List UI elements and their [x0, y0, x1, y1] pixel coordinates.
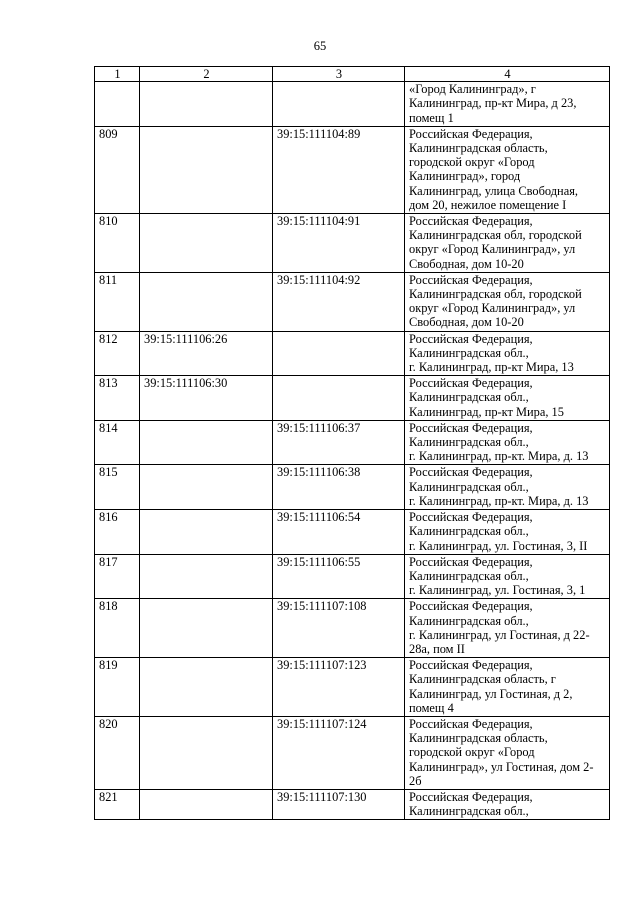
cadastral-parcel-cell [140, 420, 273, 465]
address-line: Калининград, ул Гостиная, д 2, [409, 686, 573, 701]
address-line: Российская Федерация, [409, 716, 533, 731]
table-row [95, 789, 610, 819]
address-cell [405, 789, 610, 819]
cadastral-object-cell: 39:15:111107:130 [273, 789, 405, 819]
address-line: Свободная, дом 10-20 [409, 315, 524, 330]
address-line: Российская Федерация, [409, 376, 533, 391]
address-line: Калининградская обл., [409, 345, 529, 360]
cadastral-object-cell: 39:15:111106:55 [273, 554, 405, 599]
cadastral-parcel-cell [140, 599, 273, 658]
address-line: 2б [409, 773, 422, 788]
table-row [95, 420, 610, 465]
address-line: Калининградская обл., [409, 524, 529, 539]
address-line: помещ 4 [409, 700, 454, 715]
address-line: Калининградская обл, городской [409, 228, 582, 243]
row-number-cell: 815 [95, 465, 140, 510]
address-line: округ «Город Калининград», ул [409, 301, 576, 316]
header-row [95, 67, 610, 82]
table-row [95, 272, 610, 331]
page-number: 65 [313, 39, 327, 53]
address-line: городской округ «Город [409, 745, 535, 760]
header-col-2: 2 [140, 67, 273, 82]
cadastral-parcel-cell [140, 214, 273, 273]
table-row [95, 465, 610, 510]
row-number-cell: 814 [95, 420, 140, 465]
address-line: дом 20, нежилое помещение I [409, 197, 567, 212]
address-line: Российская Федерация, [409, 331, 533, 346]
cadastral-object-cell [273, 331, 405, 376]
table-row [95, 376, 610, 421]
address-line: Калининградская обл., [409, 568, 529, 583]
address-line: Российская Федерация, [409, 465, 533, 480]
address-line: г. Калининград, пр-кт Мира, 13 [409, 360, 574, 375]
address-line: Калининградская область, [409, 731, 548, 746]
cadastral-object-cell: 39:15:111106:37 [273, 420, 405, 465]
cadastral-object-cell [273, 376, 405, 421]
address-line: городской округ «Город [409, 155, 535, 170]
cadastral-object-cell: 39:15:111107:108 [273, 599, 405, 658]
cadastral-object-cell [273, 82, 405, 127]
table-row [95, 716, 610, 789]
cadastral-parcel-cell [140, 82, 273, 127]
address-line: Свободная, дом 10-20 [409, 256, 524, 271]
header-col-1: 1 [95, 67, 140, 82]
address-line: Калининград, пр-кт Мира, д 23, [409, 96, 577, 111]
address-line: г. Калининград, ул. Гостиная, 3, II [409, 538, 588, 553]
row-number-cell: 810 [95, 214, 140, 273]
cadastral-parcel-cell [140, 126, 273, 213]
table-row [95, 554, 610, 599]
address-line: Калининградская обл, городской [409, 287, 582, 302]
table-row [95, 331, 610, 376]
row-number-cell: 819 [95, 658, 140, 717]
row-number-cell: 820 [95, 716, 140, 789]
address-line: Российская Федерация, [409, 272, 533, 287]
address-cell [405, 214, 610, 273]
cadastral-parcel-cell: 39:15:111106:30 [140, 376, 273, 421]
cadastral-parcel-cell [140, 465, 273, 510]
row-number-cell: 818 [95, 599, 140, 658]
address-line: Калининградская обл., [409, 479, 529, 494]
address-line: 28а, пом II [409, 641, 465, 656]
address-line: Российская Федерация, [409, 420, 533, 435]
address-line: Калининград», город [409, 169, 521, 184]
address-line: Российская Федерация, [409, 554, 533, 569]
address-cell [405, 658, 610, 717]
table-row [95, 599, 610, 658]
cadastral-object-cell: 39:15:111104:91 [273, 214, 405, 273]
cadastral-object-cell: 39:15:111104:92 [273, 272, 405, 331]
address-cell [405, 599, 610, 658]
row-number-cell: 813 [95, 376, 140, 421]
address-line: «Город Калининград», г [409, 82, 536, 97]
row-number-cell: 811 [95, 272, 140, 331]
cadastral-parcel-cell [140, 554, 273, 599]
table-row [95, 82, 610, 127]
address-line: г. Калининград, пр-кт. Мира, д. 13 [409, 493, 589, 508]
address-line: Российская Федерация, [409, 658, 533, 673]
cadastral-parcel-cell [140, 789, 273, 819]
address-line: г. Калининград, ул. Гостиная, 3, 1 [409, 583, 586, 598]
address-cell [405, 82, 610, 127]
address-line: Калининградская обл., [409, 804, 529, 819]
address-line: Российская Федерация, [409, 789, 533, 804]
address-cell [405, 716, 610, 789]
row-number-cell: 809 [95, 126, 140, 213]
address-line: г. Калининград, ул Гостиная, д 22- [409, 627, 590, 642]
address-line: Российская Федерация, [409, 126, 533, 141]
row-number-cell [95, 82, 140, 127]
cadastral-object-cell: 39:15:111106:54 [273, 510, 405, 555]
address-line: Калининград, улица Свободная, [409, 183, 578, 198]
cadastral-parcel-cell: 39:15:111106:26 [140, 331, 273, 376]
table-row [95, 214, 610, 273]
address-line: помещ 1 [409, 110, 454, 125]
cadastral-parcel-cell [140, 272, 273, 331]
cadastral-object-cell: 39:15:111107:123 [273, 658, 405, 717]
table-row [95, 126, 610, 213]
cadastral-parcel-cell [140, 658, 273, 717]
header-col-4: 4 [405, 67, 610, 82]
address-line: г. Калининград, пр-кт. Мира, д. 13 [409, 449, 589, 464]
cadastral-object-cell: 39:15:111106:38 [273, 465, 405, 510]
address-cell [405, 465, 610, 510]
registry-table [94, 66, 610, 820]
header-col-3: 3 [273, 67, 405, 82]
table-body [95, 82, 610, 820]
row-number-cell: 817 [95, 554, 140, 599]
row-number-cell: 816 [95, 510, 140, 555]
cadastral-object-cell: 39:15:111107:124 [273, 716, 405, 789]
address-line: Российская Федерация, [409, 214, 533, 229]
address-line: округ «Город Калининград», ул [409, 242, 576, 257]
cadastral-object-cell: 39:15:111104:89 [273, 126, 405, 213]
cadastral-parcel-cell [140, 510, 273, 555]
address-line: Калининградская обл., [409, 613, 529, 628]
address-cell [405, 272, 610, 331]
table-row [95, 510, 610, 555]
address-cell [405, 554, 610, 599]
address-cell [405, 420, 610, 465]
address-cell [405, 331, 610, 376]
address-line: Российская Федерация, [409, 599, 533, 614]
address-line: Калининградская обл., [409, 435, 529, 450]
table-row [95, 658, 610, 717]
row-number-cell: 812 [95, 331, 140, 376]
address-line: Калининградская область, г [409, 672, 556, 687]
address-line: Калининградская обл., [409, 390, 529, 405]
address-line: Российская Федерация, [409, 510, 533, 525]
address-line: Калининград», ул Гостиная, дом 2- [409, 759, 594, 774]
address-line: Калининград, пр-кт Мира, 15 [409, 404, 564, 419]
row-number-cell: 821 [95, 789, 140, 819]
address-cell [405, 126, 610, 213]
address-line: Калининградская область, [409, 141, 548, 156]
cadastral-parcel-cell [140, 716, 273, 789]
address-cell [405, 510, 610, 555]
address-cell [405, 376, 610, 421]
